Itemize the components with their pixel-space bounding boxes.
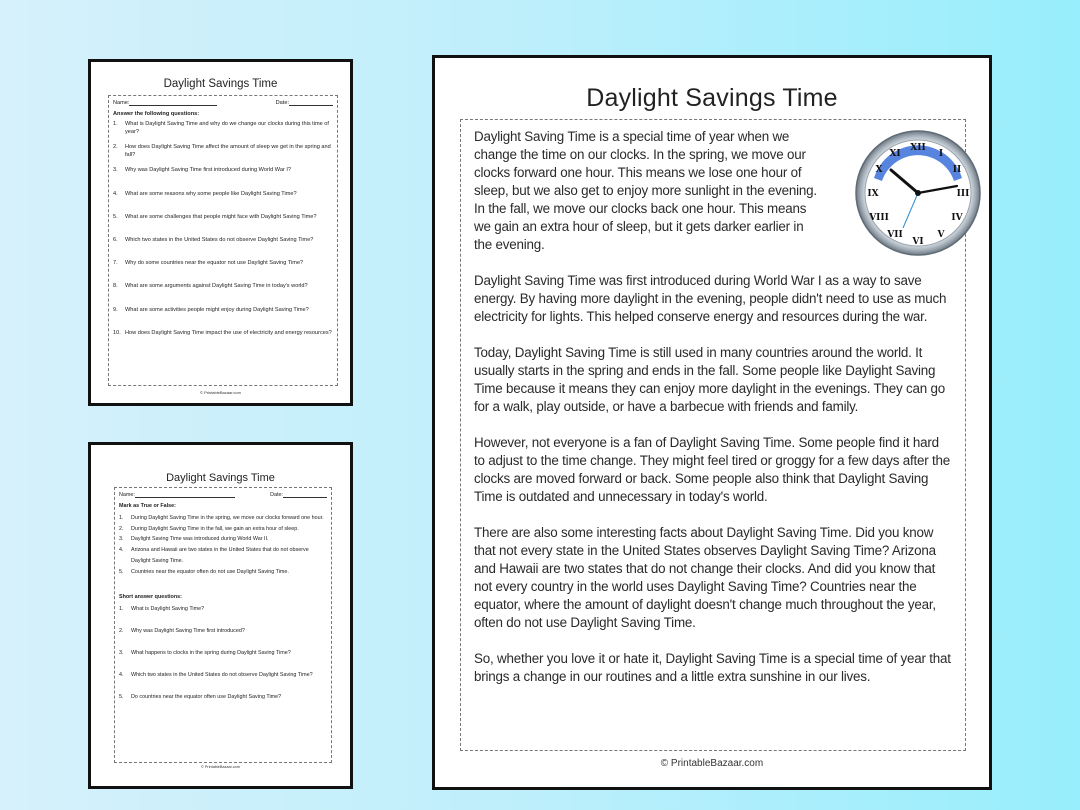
list-item [113, 260, 333, 283]
worksheet-questions-page [88, 59, 353, 406]
true-false-list [119, 513, 327, 577]
svg-text:IV: IV [951, 213, 963, 223]
date-line [289, 105, 333, 106]
name-field [113, 100, 217, 106]
question-text: What are some arguments against Daylight Saving Time in today's world? [125, 283, 308, 290]
item-text: Which two states in the United States do not observe Daylight Saving Time? [131, 672, 313, 679]
item-number: 5. [119, 568, 124, 575]
item-text: Do countries near the equator often use Daylight Saving Time? [131, 694, 282, 701]
question-number: 6. [113, 236, 118, 243]
item-text: During Daylight Saving Time in the fall, we gain an extra hour of sleep. [131, 525, 299, 532]
question-text: What are some reasons why some people like Daylight Saving Time? [125, 190, 297, 197]
item-number: 3. [119, 536, 124, 543]
date-field [270, 492, 327, 498]
reading-passage-page [432, 55, 992, 790]
list-item [119, 513, 327, 524]
clock-icon [853, 128, 983, 258]
list-item [113, 167, 333, 190]
paragraph: Daylight Saving Time was first introduced during World War I as a way to save energy. By having more daylight in the evening, people didn't need to use as much electricity for lights. This helped conserve energy and resources during the war. [474, 273, 947, 324]
item-number: 2. [119, 628, 124, 635]
paragraph: However, not everyone is a fan of Daylight Saving Time. Some people find it hard to adjust to the time change. They might feel tired or groggy for a few days after the clocks are moved forward or back. Some people also think that Daylight Saving Time is outdated and unnecessary in today's world. [474, 435, 951, 504]
question-number: 7. [113, 260, 118, 267]
question-text: What is Daylight Saving Time and why do we change our clocks during this time of year? [125, 121, 329, 135]
paragraph: So, whether you love it or hate it, Daylight Saving Time is a special time of year that brings a change in our routines and a little extra sunshine in our lives. [474, 651, 951, 684]
question-text: Why was Daylight Saving Time first introduced during World War I? [125, 167, 292, 174]
list-item [119, 692, 327, 714]
list-item [113, 121, 333, 144]
name-line [129, 105, 217, 106]
question-text: How does Daylight Saving Time affect the amount of sleep we get in the spring and fall? [125, 144, 331, 158]
page-title: Daylight Savings Time [163, 78, 278, 90]
svg-text:V: V [937, 230, 945, 240]
date-line [283, 497, 327, 498]
name-label: Name: [119, 492, 135, 498]
question-number: 1. [113, 121, 118, 127]
svg-text:VI: VI [912, 237, 924, 247]
list-item [119, 524, 327, 535]
list-item [113, 191, 333, 214]
question-number: 9. [113, 306, 118, 313]
list-item [113, 283, 333, 306]
page-title: Daylight Savings Time [586, 84, 838, 112]
list-item [119, 648, 327, 670]
svg-text:IX: IX [867, 189, 879, 199]
question-number: 10. [113, 329, 121, 336]
short-answer-list [119, 604, 327, 714]
question-text: Which two states in the United States do not observe Daylight Saving Time? [125, 236, 314, 243]
date-label: Date: [270, 492, 283, 498]
question-number: 2. [113, 144, 118, 151]
copyright-footer: © PrintableBazaar.com [660, 758, 764, 769]
question-text: How does Daylight Saving Time impact the use of electricity and energy resources? [125, 329, 332, 336]
worksheet-frame [114, 487, 332, 763]
instructions: Answer the following questions: [113, 111, 200, 117]
item-text: During Daylight Saving Time in the spring, we move our clocks forward one hour. [131, 515, 324, 521]
date-field [276, 100, 333, 106]
question-text: Why do some countries near the equator not use Daylight Saving Time? [125, 260, 304, 267]
svg-text:VIII: VIII [869, 213, 889, 223]
question-list [113, 121, 333, 353]
item-text: Why was Daylight Saving Time first introduced? [131, 628, 245, 635]
short-answer-heading: Short answer questions: [119, 594, 182, 601]
list-item [119, 604, 327, 626]
spacer [119, 577, 327, 594]
question-number: 8. [113, 283, 118, 290]
list-item [119, 567, 327, 578]
item-number: 1. [119, 515, 124, 521]
list-item [119, 670, 327, 692]
item-number: 5. [119, 694, 124, 701]
name-field [119, 492, 235, 498]
svg-text:II: II [952, 165, 962, 175]
question-text: What are some activities people might enjoy during Daylight Saving Time? [125, 306, 309, 313]
copyright-footer: © PrintableBazaar.com [201, 765, 240, 769]
passage-frame [460, 119, 970, 751]
item-number: 2. [119, 525, 124, 532]
copyright-footer: © PrintableBazaar.com [200, 390, 241, 395]
list-item [113, 330, 333, 353]
question-number: 4. [113, 190, 118, 197]
name-label: Name: [113, 100, 130, 106]
list-item [113, 307, 333, 330]
question-text: What are some challenges that people might face with Daylight Saving Time? [125, 213, 317, 220]
item-number: 1. [119, 606, 124, 613]
name-date-row [113, 100, 333, 106]
svg-text:X: X [875, 165, 883, 175]
true-false-heading: Mark as True or False: [119, 503, 176, 509]
item-number: 4. [119, 547, 124, 554]
name-line [135, 497, 235, 498]
date-label: Date: [275, 100, 289, 106]
item-text: Daylight Saving Time was introduced during World War II. [131, 536, 269, 543]
item-text: What happens to clocks in the spring during Daylight Saving Time? [131, 650, 291, 657]
list-item [113, 144, 333, 167]
worksheet-true-false-page [88, 442, 353, 789]
paragraph: Daylight Saving Time is a special time of year when we change the time on our clocks. In the spring, we move our clocks forward one hour. This means we lose one hour of sleep, but we also get to enjoy more sunlight in the evening. In the fall, we move our clocks back one hour. This means we gain an extra hour of sleep, but it gets darker earlier in the evening. [474, 129, 817, 252]
worksheet-frame [108, 95, 338, 386]
question-number: 5. [113, 213, 118, 220]
paragraph: There are also some interesting facts about Daylight Saving Time. Did you know that not every state in the United States observes Daylight Saving Time? Arizona and Hawaii are two states that do not change their clocks. And did you know that not every country in the world uses Daylight Saving Time? Countries near the equator, where the amount of daylight doesn't change much throughout the year, often do not use Daylight Saving Time. [474, 525, 936, 630]
name-date-row [119, 492, 327, 498]
svg-text:VII: VII [887, 230, 903, 240]
svg-text:XI: XI [889, 149, 901, 159]
item-number: 3. [119, 650, 124, 657]
list-item [113, 237, 333, 260]
svg-text:I: I [938, 149, 944, 159]
item-text: Countries near the equator often do not use Daylight Saving Time. [131, 568, 289, 575]
svg-text:III: III [956, 189, 970, 199]
list-item [113, 214, 333, 237]
question-number: 3. [113, 167, 118, 174]
item-text: What is Daylight Saving Time? [131, 606, 205, 613]
svg-text:XII: XII [910, 143, 926, 153]
page-title: Daylight Savings Time [166, 472, 275, 484]
list-item [119, 534, 327, 545]
item-text: Arizona and Hawaii are two states in the United States that do not observe Daylight Saving Time. [131, 547, 309, 564]
list-item [119, 545, 327, 566]
item-number: 4. [119, 672, 124, 679]
list-item [119, 626, 327, 648]
paragraph: Today, Daylight Saving Time is still used in many countries around the world. It usually starts in the spring and ends in the fall. Some people like Daylight Saving Time because it means they can enjoy more daylight in the evenings. They can go for a walk, play outside, or have a barbecue with friends and family. [474, 345, 946, 414]
